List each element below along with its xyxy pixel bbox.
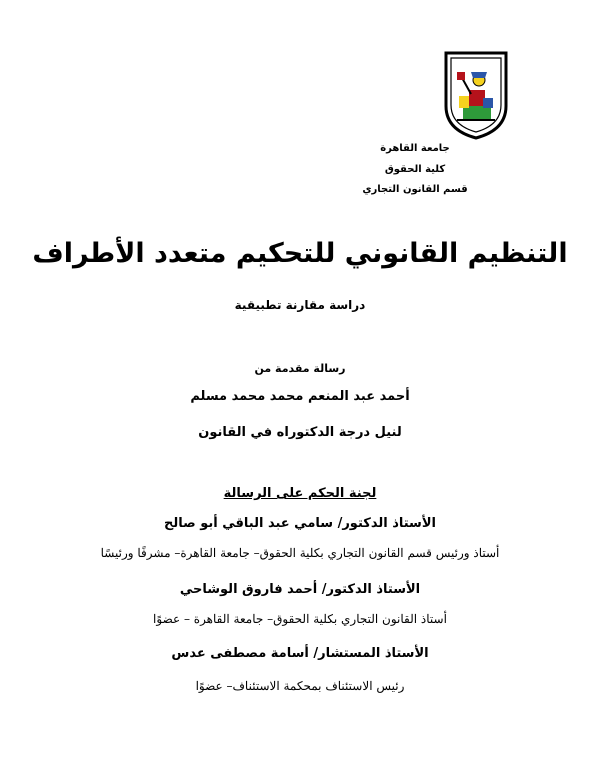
department-name: قسم القانون التجاري [362, 184, 468, 195]
committee-heading: لجنة الحكم على الرسالة [223, 486, 377, 501]
committee-member-name: الأستاذ المستشار/ أسامة مصطفى عدس [171, 646, 429, 661]
degree-statement: لنيل درجة الدكتوراه في القانون [198, 425, 402, 440]
committee-member-role: رئيس الاستئناف بمحكمة الاستئناف– عضوًا [195, 679, 405, 693]
committee-member-role: أستاذ ورئيس قسم القانون التجاري بكلية الحقوق– جامعة القاهرة– مشرفًا ورئيسًا [100, 546, 500, 560]
faculty-name: كلية الحقوق [384, 164, 446, 175]
cairo-university-logo-icon [443, 50, 509, 140]
committee-member-name: الأستاذ الدكتور/ سامي عبد الباقي أبو صالح [164, 516, 436, 531]
thesis-title: التنظيم القانوني للتحكيم متعدد الأطراف [32, 238, 568, 269]
presented-by-label: رسالة مقدمة من [254, 362, 346, 375]
university-name: جامعة القاهرة [380, 143, 450, 154]
committee-member-role: أستاذ القانون التجاري بكلية الحقوق– جامعة القاهرة – عضوًا [153, 612, 447, 626]
thesis-subtitle: دراسة مقارنة تطبيقية [234, 298, 366, 312]
author-name: أحمد عبد المنعم محمد محمد مسلم [190, 389, 410, 404]
committee-member-name: الأستاذ الدكتور/ أحمد فاروق الوشاحي [179, 582, 421, 597]
